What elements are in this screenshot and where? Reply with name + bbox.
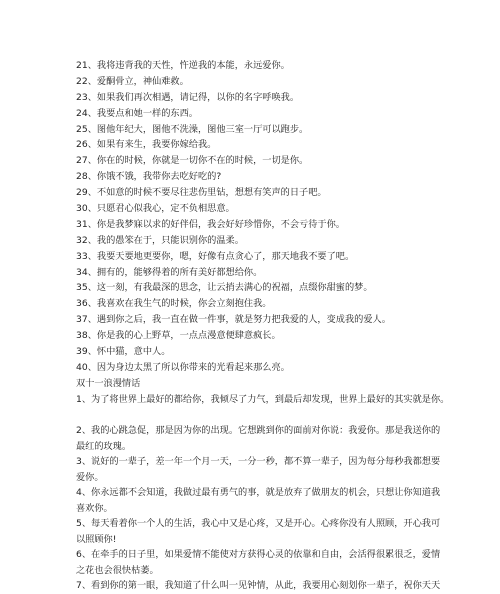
paragraph	[76, 423, 494, 454]
list-item: 23、如果我们再次相遇，请记得，以你的名字呼唤我。	[76, 91, 300, 103]
list-item: 28、你饿不饿，我带你去吃好吃的?	[76, 171, 222, 183]
paragraph-line: 爱你。	[76, 471, 104, 483]
list-item: 36、我喜欢在我生气的时候，你会立刻抱住我。	[76, 298, 272, 310]
paragraph	[76, 547, 494, 578]
list-item: 27、你在的时候，你就是一切你不在的时候，一切是你。	[76, 155, 309, 167]
paragraph-line: 1、为了将世界上最好的都给你，我倾尽了力气，到最后却发现，世界上最好的其实就是你。	[76, 393, 450, 405]
list-item: 30、只愿君心似我心，定不负相思意。	[76, 203, 235, 215]
list-item: 24、我要点和她一样的东西。	[76, 107, 198, 119]
paragraph-line: 4、你永远都不会知道，我做过最有勇气的事，就是放弃了做朋友的机会，只想让你知道我	[76, 487, 441, 499]
numbered-quote-list	[76, 58, 494, 376]
paragraph-line: 7、看到你的第一眼，我知道了什么叫一见钟情，从此，我要用心刻划你一辈子，祝你天天	[76, 580, 441, 592]
paragraph-spacer	[76, 407, 494, 423]
list-item: 40、因为身边太黑了所以你带来的光看起来那么亮。	[76, 361, 290, 373]
list-item: 29、不如意的时候不要尽往悲伤里钻，想想有笑声的日子吧。	[76, 187, 327, 199]
paragraph-line: 之花也会很快枯萎。	[76, 564, 159, 576]
list-item: 38、你是我的心上野草，一点点漫意便肆意疯长。	[76, 330, 281, 342]
paragraph-line: 最红的玫瑰。	[76, 440, 132, 452]
paragraph	[76, 454, 494, 485]
paragraph	[76, 578, 494, 594]
section-title: 双十一浪漫情话	[76, 377, 141, 389]
list-item: 22、爱酮骨立，神仙难救。	[76, 75, 189, 87]
list-item: 35、这一刻，有我最深的思念，让云捎去满心的祝福，点缀你甜蜜的梦。	[76, 282, 373, 294]
list-item: 37、遇到你之后，我一直在做一件事，就是努力把我爱的人，变成我的爱人。	[76, 314, 391, 326]
paragraph-line: 喜欢你。	[76, 502, 113, 514]
list-item: 32、我的愚笨在于，只能识别你的温柔。	[76, 234, 244, 246]
list-item: 39、怀中猫，意中人。	[76, 346, 171, 358]
list-item: 25、图他年纪大，图他不洗澡，图他三室一厅可以跑步。	[76, 123, 309, 135]
paragraph-line: 2、我的心跳急促，那是因为你的出现。它想跳到你的面前对你说：我爱你。那是我送你的	[76, 425, 441, 437]
paragraph-line: 以照顾你!	[76, 533, 117, 545]
list-item: 34、拥有的，能够得着的所有美好都想给你。	[76, 266, 263, 278]
list-item: 31、你是我梦寐以求的好伴侣，我会好好珍惜你，不会亏待于你。	[76, 218, 345, 230]
paragraph-line: 3、说好的一辈子，差一年一个月一天，一分一秒，都不算一辈子，因为每分每秒我都想要	[76, 456, 441, 468]
list-item: 21、我将违背我的天性，忤逆我的本能，永远爱你。	[76, 60, 290, 71]
paragraph	[76, 516, 494, 547]
paragraph	[76, 485, 494, 516]
paragraph-line: 6、在牵手的日子里，如果爱情不能使对方获得心灵的依靠和自由，会活得很累很乏，爱情	[76, 549, 441, 561]
list-item: 26、如果有来生，我要你嫁给我。	[76, 139, 217, 151]
document-body	[76, 58, 494, 594]
paragraph-line: 5、每天看着你一个人的生活，我心中又是心疼，又是开心。心疼你没有人照顾，开心我可	[76, 518, 441, 530]
paragraph	[76, 392, 494, 408]
list-item: 33、我要天要地更要你，嗯，好像有点贪心了，那天地我不要了吧。	[76, 250, 355, 262]
